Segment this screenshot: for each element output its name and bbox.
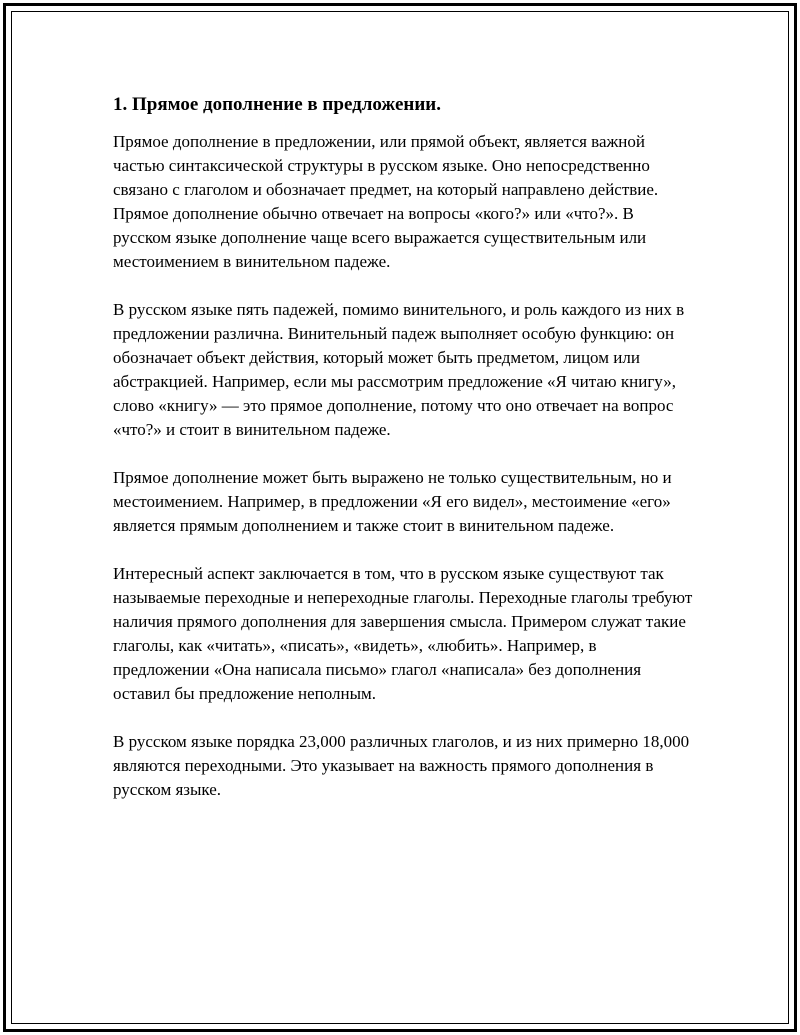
paragraph-2: В русском языке пять падежей, помимо винительного, и роль каждого из них в предложении различна. Винительный падеж выполняет особую функцию: он обозначает объект действия, который может быть предметом, лицом или абстракцией. Например, если мы рассмотрим предложение «Я читаю книгу», слово «книгу» — это прямое дополнение, потому что оно отвечает на вопрос «что?» и стоит в винительном падеже. [113, 300, 685, 439]
paragraph-4: Интересный аспект заключается в том, что в русском языке существуют так называемые переходные и непереходные глаголы. Переходные глаголы требуют наличия прямого дополнения для завершения смысла. Примером служат такие глаголы, как «читать», «писать», «видеть», «любить». Например, в предложении «Она написала письмо» глагол «написала» без дополнения оставил бы предложение неполным. [113, 564, 693, 703]
paragraph-3: Прямое дополнение может быть выражено не только существительным, но и местоимением. Например, в предложении «Я его видел», местоимение «его» является прямым дополнением и также стоит в винительном падеже. [113, 468, 672, 535]
paragraph-1: Прямое дополнение в предложении, или прямой объект, является важной частью синтаксической структуры в русском языке. Оно непосредственно связано с глаголом и обозначает предмет, на который направлено действие. Прямое дополнение обычно отвечает на вопросы «кого?» или «что?». В русском языке дополнение чаще всего выражается существительным или местоимением в винительном падеже. [113, 132, 659, 271]
document-body [113, 92, 693, 826]
section-heading: 1. Прямое дополнение в предложении. [113, 94, 441, 115]
paragraph-5: В русском языке порядка 23,000 различных глаголов, и из них примерно 18,000 являются переходными. Это указывает на важность прямого дополнения в русском языке. [113, 732, 690, 799]
